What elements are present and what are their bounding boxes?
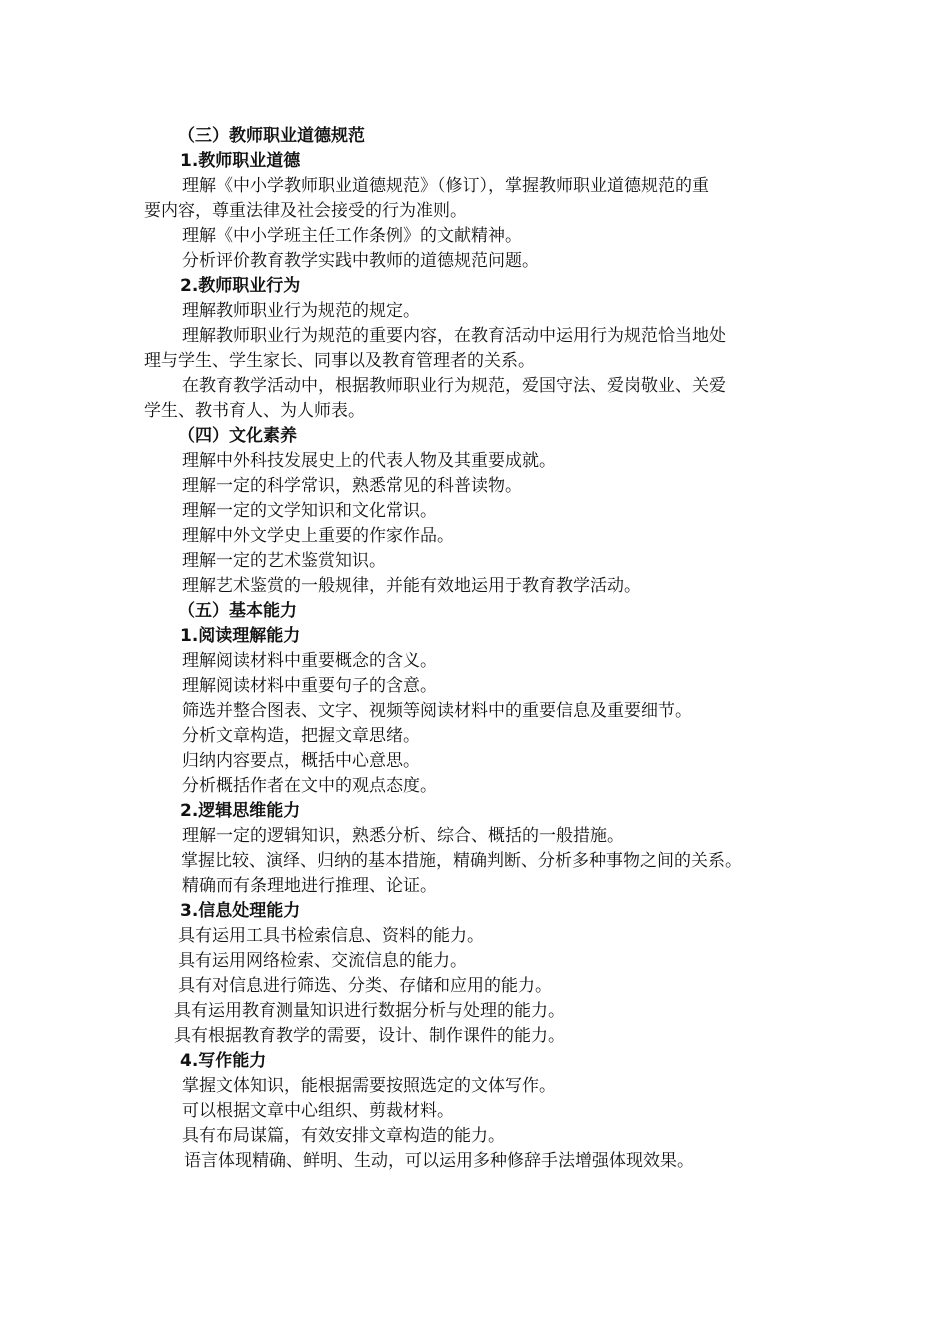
section-heading-4: （四）文化素养 bbox=[178, 426, 297, 446]
list-item: 理解一定的科学常识，熟悉常见的科普读物。 bbox=[182, 476, 522, 496]
paragraph-line: 要内容，尊重法律及社会接受的行为准则。 bbox=[144, 201, 467, 221]
list-item: 分析概括作者在文中的观点态度。 bbox=[182, 776, 437, 796]
paragraph-line: 在教育教学活动中，根据教师职业行为规范，爱国守法、爱岗敬业、关爱 bbox=[182, 376, 726, 396]
list-item: 掌握比较、演绎、归纳的基本措施，精确判断、分析多种事物之间的关系。 bbox=[181, 851, 742, 871]
list-item: 精确而有条理地进行推理、论证。 bbox=[182, 876, 437, 896]
section-heading-3: （三）教师职业道德规范 bbox=[178, 126, 365, 146]
paragraph-line: 理解《中小学教师职业道德规范》（修订），掌握教师职业道德规范的重 bbox=[182, 176, 709, 196]
subsection-heading-5-4: 4.写作能力 bbox=[180, 1051, 267, 1071]
list-item: 具有运用工具书检索信息、资料的能力。 bbox=[178, 926, 484, 946]
list-item: 具有根据教育教学的需要，设计、制作课件的能力。 bbox=[174, 1026, 565, 1046]
subsection-heading-5-1: 1.阅读理解能力 bbox=[180, 626, 301, 646]
subsection-heading-5-3: 3.信息处理能力 bbox=[180, 901, 301, 921]
list-item: 理解艺术鉴赏的一般规律，并能有效地运用于教育教学活动。 bbox=[182, 576, 641, 596]
list-item: 具有运用网络检索、交流信息的能力。 bbox=[178, 951, 467, 971]
list-item: 理解阅读材料中重要概念的含义。 bbox=[182, 651, 437, 671]
subsection-heading-3-2: 2.教师职业行为 bbox=[180, 276, 301, 296]
list-item: 理解阅读材料中重要句子的含意。 bbox=[182, 676, 437, 696]
list-item: 筛选并整合图表、文字、视频等阅读材料中的重要信息及重要细节。 bbox=[182, 701, 692, 721]
list-item: 语言体现精确、鲜明、生动，可以运用多种修辞手法增强体现效果。 bbox=[184, 1151, 694, 1171]
list-item: 理解一定的逻辑知识，熟悉分析、综合、概括的一般措施。 bbox=[182, 826, 624, 846]
list-item: 理解中外文学史上重要的作家作品。 bbox=[182, 526, 454, 546]
paragraph-line: 学生、教书育人、为人师表。 bbox=[144, 401, 365, 421]
subsection-heading-3-1: 1.教师职业道德 bbox=[180, 151, 301, 171]
list-item: 具有运用教育测量知识进行数据分析与处理的能力。 bbox=[174, 1001, 565, 1021]
list-item: 归纳内容要点，概括中心意思。 bbox=[182, 751, 420, 771]
list-item: 具有对信息进行筛选、分类、存储和应用的能力。 bbox=[178, 976, 552, 996]
paragraph-line: 分析评价教育教学实践中教师的道德规范问题。 bbox=[182, 251, 539, 271]
paragraph-line: 理解《中小学班主任工作条例》的文献精神。 bbox=[182, 226, 522, 246]
list-item: 理解一定的文学知识和文化常识。 bbox=[182, 501, 437, 521]
subsection-heading-5-2: 2.逻辑思维能力 bbox=[180, 801, 301, 821]
paragraph-line: 理解教师职业行为规范的重要内容，在教育活动中运用行为规范恰当地处 bbox=[182, 326, 726, 346]
paragraph-line: 理解教师职业行为规范的规定。 bbox=[182, 301, 420, 321]
paragraph-line: 理与学生、学生家长、同事以及教育管理者的关系。 bbox=[144, 351, 535, 371]
list-item: 具有布局谋篇，有效安排文章构造的能力。 bbox=[182, 1126, 505, 1146]
section-heading-5: （五）基本能力 bbox=[178, 601, 297, 621]
list-item: 理解一定的艺术鉴赏知识。 bbox=[182, 551, 386, 571]
list-item: 掌握文体知识，能根据需要按照选定的文体写作。 bbox=[182, 1076, 556, 1096]
list-item: 可以根据文章中心组织、剪裁材料。 bbox=[182, 1101, 454, 1121]
list-item: 分析文章构造，把握文章思绪。 bbox=[182, 726, 420, 746]
list-item: 理解中外科技发展史上的代表人物及其重要成就。 bbox=[182, 451, 556, 471]
